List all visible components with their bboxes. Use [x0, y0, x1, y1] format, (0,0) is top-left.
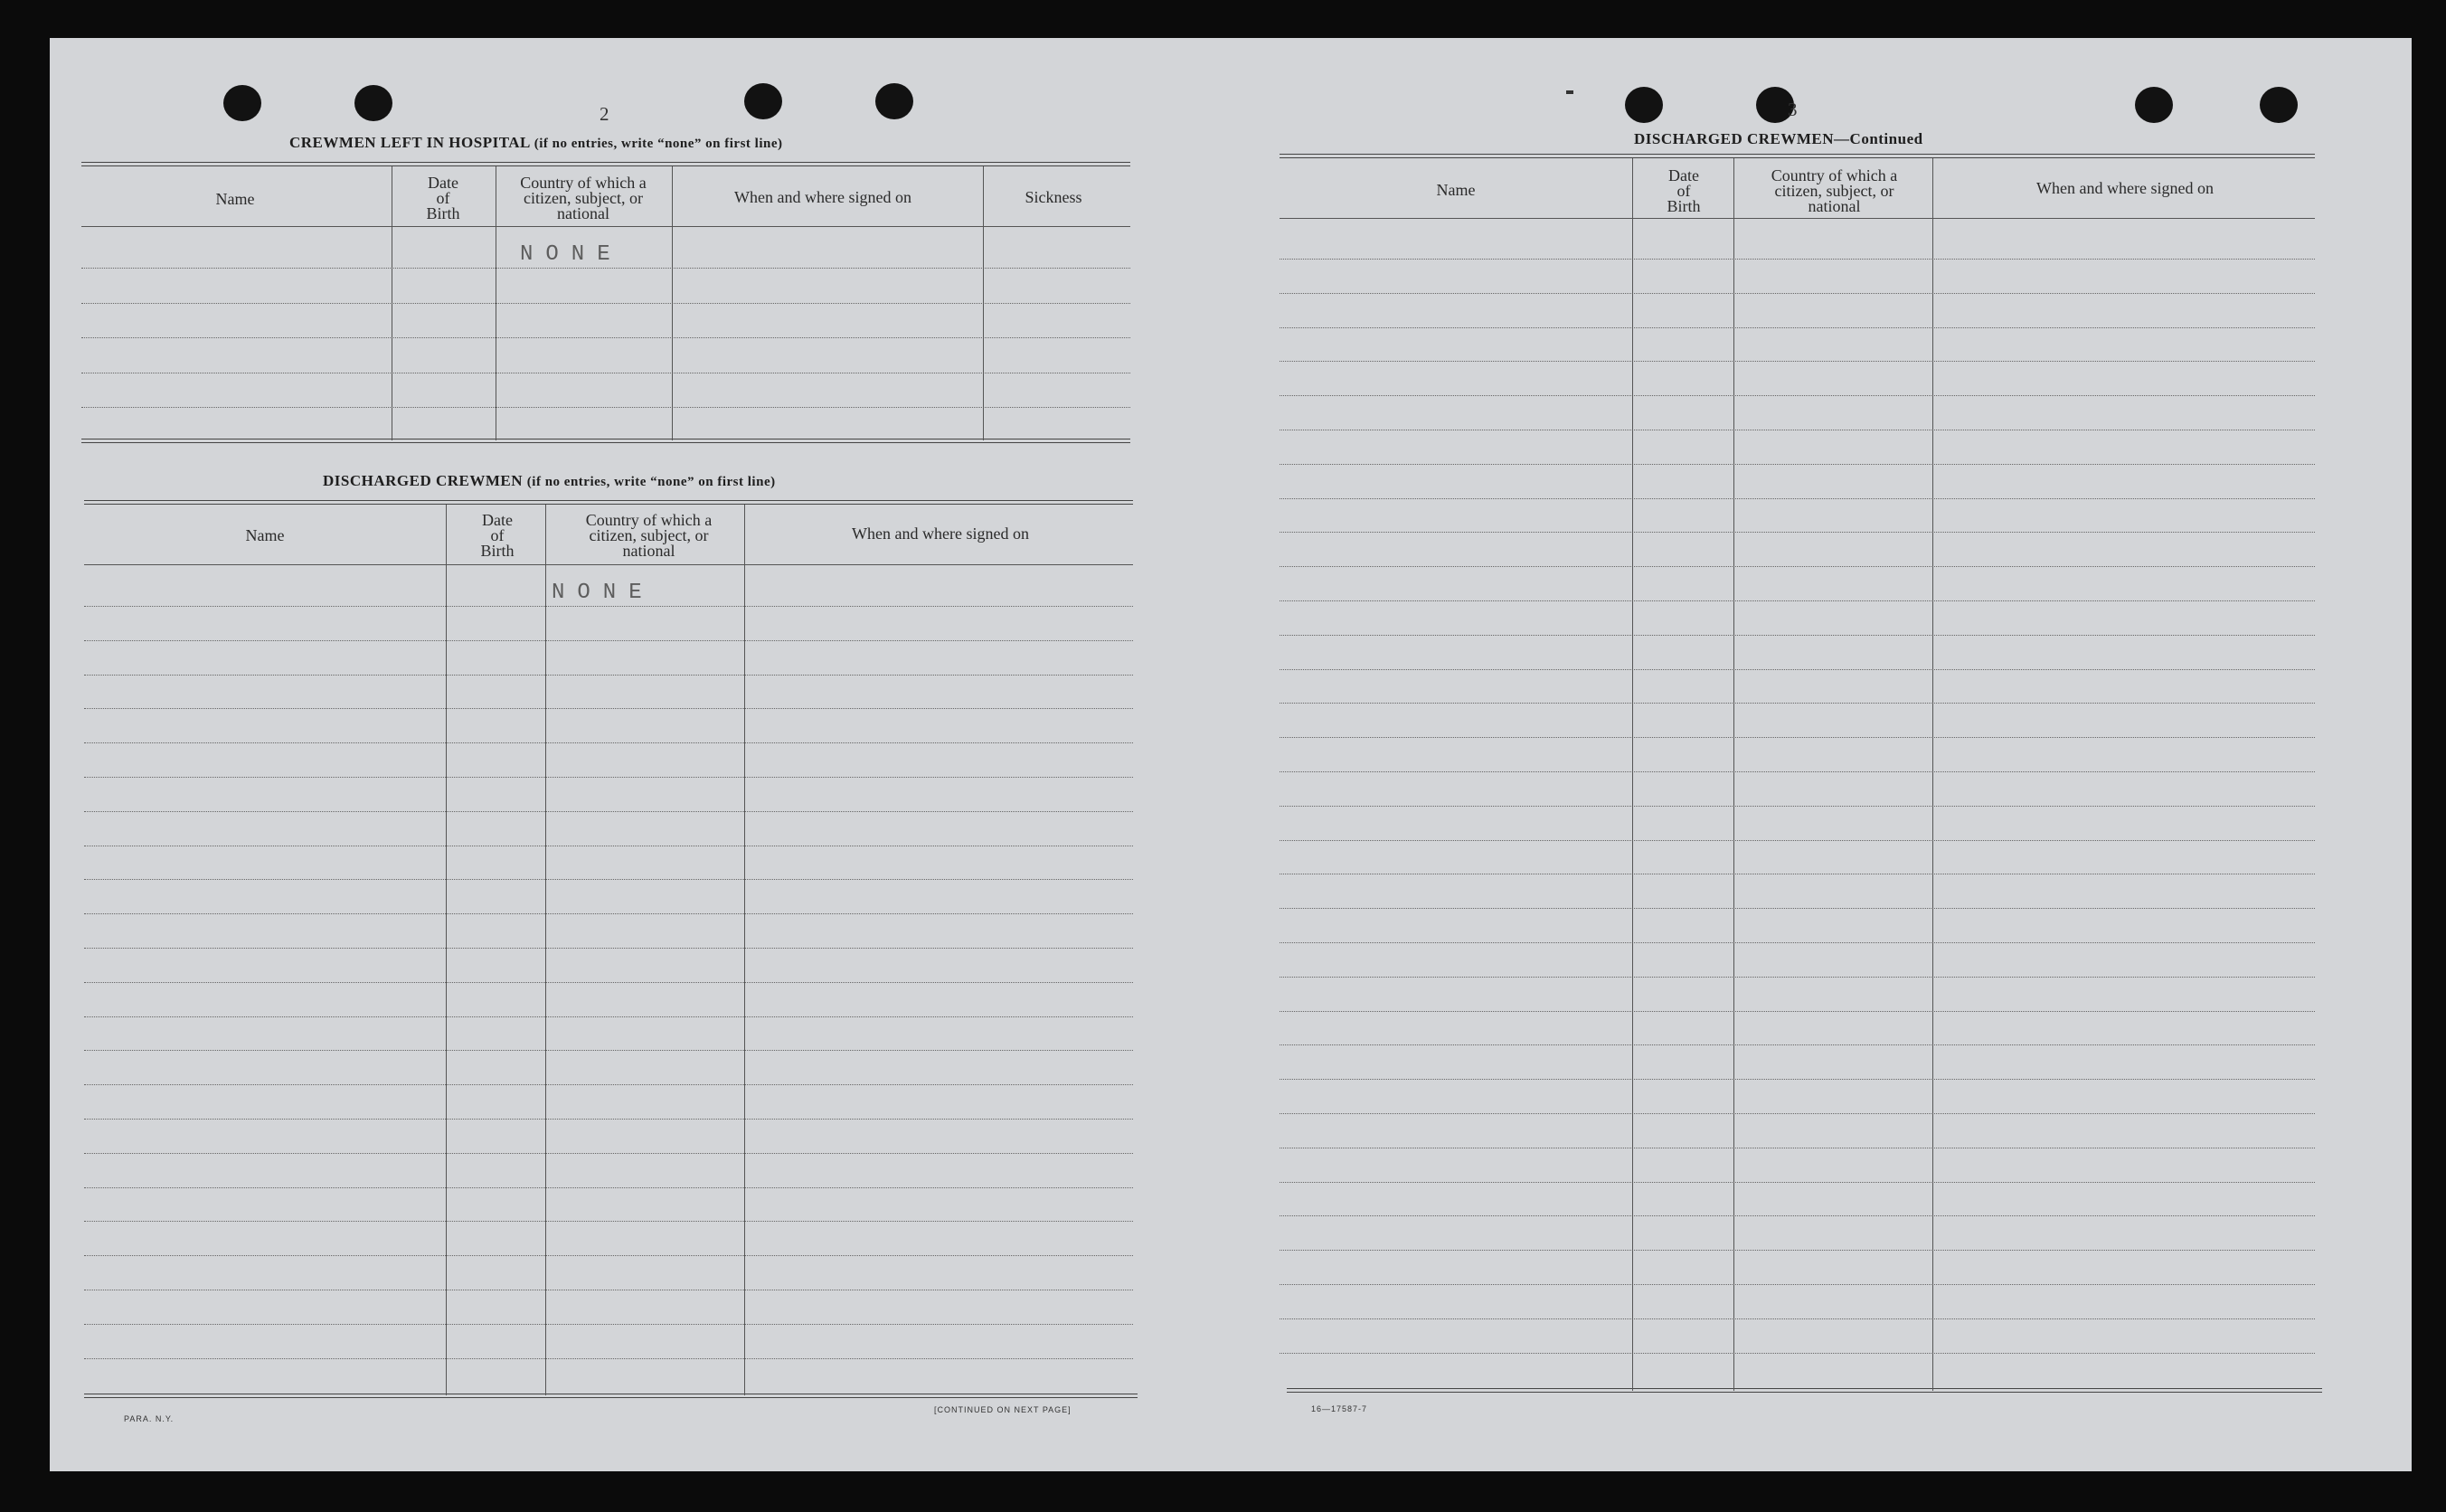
punch-hole	[744, 83, 782, 119]
right-col-divider	[1932, 158, 1933, 1391]
right-entry-line	[1280, 1284, 2315, 1285]
right-entry-line	[1280, 361, 2315, 362]
right-col-name: Name	[1436, 181, 1476, 199]
document-sheet	[50, 38, 2412, 1471]
discharged-col-divider	[744, 505, 745, 1395]
discharged-entry-line	[84, 1153, 1133, 1154]
right-entry-line	[1280, 806, 2315, 807]
discharged-col-signed-on: When and where signed on	[852, 524, 1029, 543]
page-number-left: 2	[600, 103, 609, 125]
punch-hole	[223, 85, 261, 121]
right-entry-line	[1280, 259, 2315, 260]
column-header-line: citizen, subject, or	[589, 526, 709, 544]
discharged-entry-line	[84, 913, 1133, 914]
discharged-entry-line	[84, 606, 1133, 607]
punch-hole	[2260, 87, 2298, 123]
discharged-section-title	[323, 472, 776, 490]
right-entry-line	[1280, 1011, 2315, 1012]
discharged-entry-line	[84, 1119, 1133, 1120]
hospital-note-text: (if no entries, write “none” on first line)	[534, 137, 783, 151]
right-entry-line	[1280, 635, 2315, 636]
discharged-entry-line	[84, 675, 1133, 676]
discharged-col-dob	[448, 513, 547, 559]
column-header-line: Birth	[480, 542, 515, 560]
column-header-line: Date	[482, 511, 513, 529]
hospital-entry-line	[81, 337, 1130, 338]
hospital-col-name: Name	[215, 190, 255, 208]
punch-hole	[354, 85, 392, 121]
hospital-col-sickness: Sickness	[1025, 188, 1082, 206]
right-entry-line	[1280, 908, 2315, 909]
punch-hole	[875, 83, 913, 119]
printer-mark: PARA. N.Y.	[124, 1414, 175, 1423]
discharged-col-divider	[446, 505, 447, 1395]
discharged-entry-line	[84, 742, 1133, 743]
right-entry-line	[1280, 1318, 2315, 1319]
right-entry-line	[1280, 942, 2315, 943]
right-bottom-rule	[1287, 1388, 2322, 1393]
discharged-bottom-rule	[84, 1394, 1138, 1398]
discharged-entry-line	[84, 1255, 1133, 1256]
discharged-note-text: (if no entries, write “none” on first line)	[526, 475, 776, 489]
column-header-line: national	[622, 542, 675, 560]
discharged-col-country	[552, 513, 746, 559]
hospital-section-title	[289, 134, 783, 152]
speck-mark	[1566, 90, 1573, 94]
right-entry-line	[1280, 1044, 2315, 1045]
hospital-top-rule	[81, 162, 1130, 166]
hospital-col-country	[497, 175, 669, 222]
right-entry-line	[1280, 1353, 2315, 1354]
hospital-entry-line	[81, 268, 1130, 269]
column-header-line: Birth	[1667, 197, 1701, 215]
right-entry-line	[1280, 737, 2315, 738]
discharged-entry-line	[84, 1358, 1133, 1359]
right-entry-line	[1280, 293, 2315, 294]
discharged-entry-line	[84, 1016, 1133, 1017]
right-entry-line	[1280, 977, 2315, 978]
column-header-line: of	[436, 189, 450, 207]
hospital-header-rule	[81, 226, 1130, 227]
column-header-line: of	[490, 526, 505, 544]
discharged-entry-line	[84, 1221, 1133, 1222]
right-entry-line	[1280, 327, 2315, 328]
discharged-none-entry: NONE	[552, 581, 655, 605]
right-entry-line	[1280, 600, 2315, 601]
discharged-entry-line	[84, 1187, 1133, 1188]
hospital-title-text: CREWMEN LEFT IN HOSPITAL	[289, 134, 530, 151]
discharged-entry-line	[84, 640, 1133, 641]
discharged-header-rule	[84, 564, 1133, 565]
right-col-signed-on: When and where signed on	[2036, 179, 2214, 197]
discharged-entry-line	[84, 1084, 1133, 1085]
right-col-divider	[1733, 158, 1734, 1391]
right-top-rule	[1280, 154, 2315, 158]
discharged-entry-line	[84, 879, 1133, 880]
discharged-entry-line	[84, 1050, 1133, 1051]
right-entry-line	[1280, 1079, 2315, 1080]
form-number: 16—17587-7	[1311, 1404, 1368, 1413]
column-header-line: Date	[428, 174, 458, 192]
column-header-line: national	[1808, 197, 1861, 215]
continued-note: [CONTINUED ON NEXT PAGE]	[934, 1405, 1072, 1414]
column-header-line: of	[1676, 182, 1691, 200]
hospital-entry-line	[81, 407, 1130, 408]
discharged-title-text: DISCHARGED CREWMEN	[323, 472, 524, 489]
hospital-entry-line	[81, 303, 1130, 304]
hospital-col-signed-on: When and where signed on	[734, 188, 911, 206]
column-header-line: national	[557, 204, 609, 222]
right-entry-line	[1280, 464, 2315, 465]
discharged-col-name: Name	[245, 526, 285, 544]
discharged-entry-line	[84, 982, 1133, 983]
page-number-right: 3	[1788, 99, 1798, 120]
discharged-col-divider	[545, 505, 546, 1395]
column-header-line: Country of which a	[520, 174, 647, 192]
punch-hole	[1625, 87, 1663, 123]
right-col-dob	[1634, 168, 1733, 214]
hospital-col-dob	[393, 175, 493, 222]
discharged-entry-line	[84, 708, 1133, 709]
right-entry-line	[1280, 703, 2315, 704]
hospital-col-divider	[672, 166, 673, 440]
discharged-top-rule	[84, 500, 1133, 505]
column-header-line: citizen, subject, or	[524, 189, 643, 207]
right-entry-line	[1280, 566, 2315, 567]
right-entry-line	[1280, 1182, 2315, 1183]
right-entry-line	[1280, 1113, 2315, 1114]
right-entry-line	[1280, 395, 2315, 396]
hospital-bottom-rule	[81, 439, 1130, 443]
right-entry-line	[1280, 771, 2315, 772]
discharged-entry-line	[84, 811, 1133, 812]
discharged-entry-line	[84, 777, 1133, 778]
discharged-entry-line	[84, 1324, 1133, 1325]
hospital-none-entry: NONE	[520, 242, 623, 267]
column-header-line: Date	[1668, 166, 1699, 184]
right-entry-line	[1280, 669, 2315, 670]
discharged-entry-line	[84, 948, 1133, 949]
hospital-col-divider	[983, 166, 984, 440]
right-entry-line	[1280, 1215, 2315, 1216]
column-header-line: citizen, subject, or	[1774, 182, 1894, 200]
right-entry-line	[1280, 532, 2315, 533]
discharged-continued-title: DISCHARGED CREWMEN—Continued	[1634, 130, 1923, 147]
column-header-line: Birth	[426, 204, 460, 222]
column-header-line: Country of which a	[585, 511, 713, 529]
right-entry-line	[1280, 1250, 2315, 1251]
right-entry-line	[1280, 498, 2315, 499]
right-col-country	[1737, 168, 1931, 214]
punch-hole	[2135, 87, 2173, 123]
right-col-divider	[1632, 158, 1633, 1391]
right-header-rule	[1280, 218, 2315, 219]
right-entry-line	[1280, 840, 2315, 841]
column-header-line: Country of which a	[1771, 166, 1898, 184]
